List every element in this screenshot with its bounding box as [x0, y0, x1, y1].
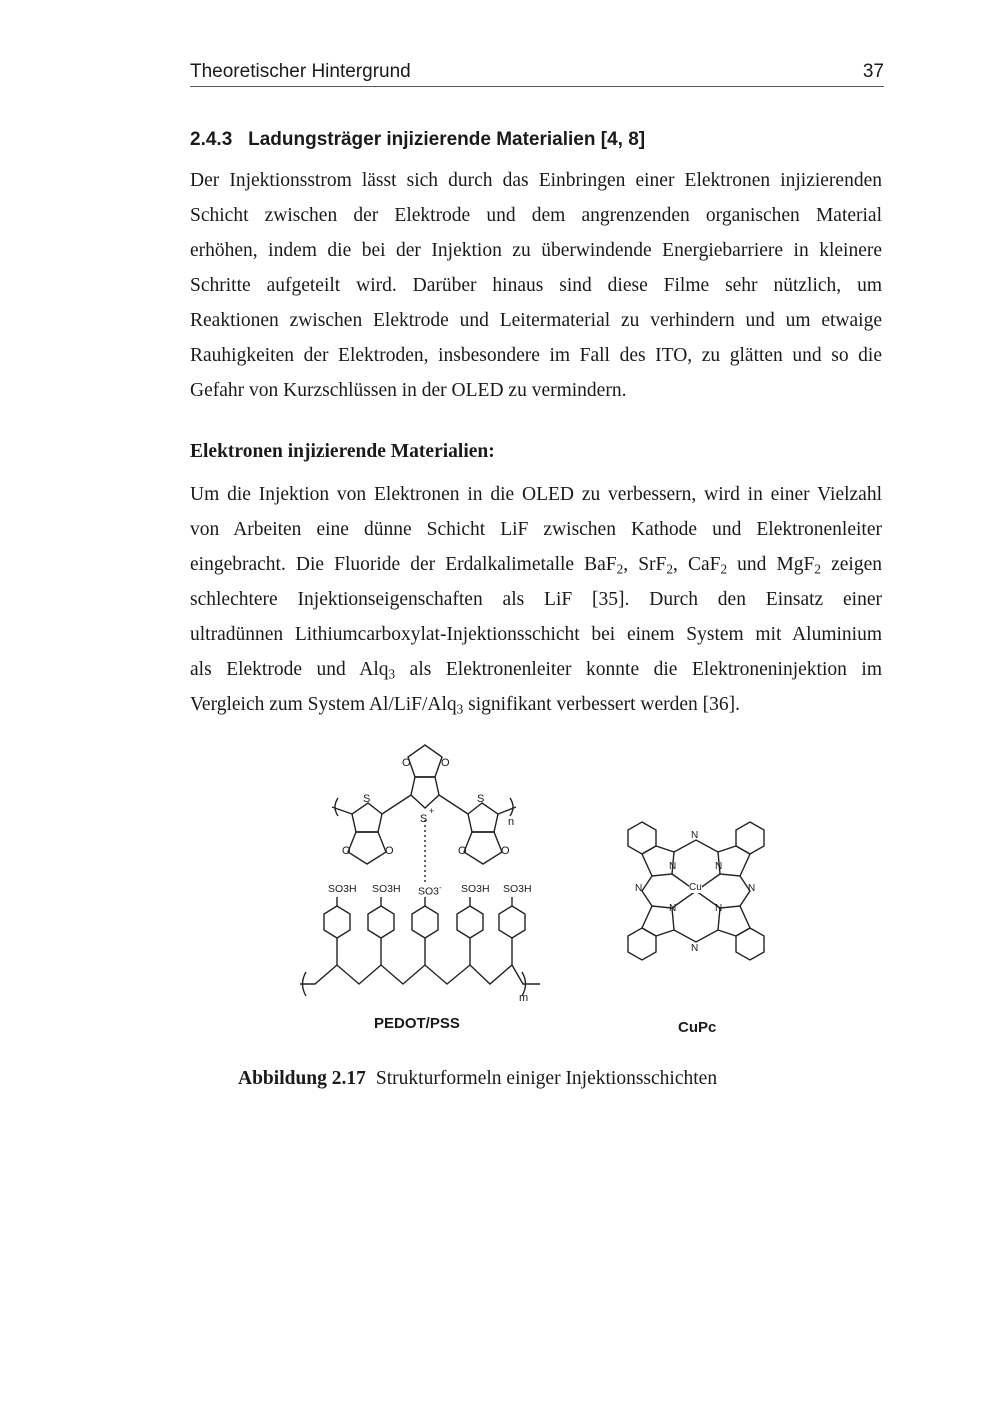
running-header — [190, 59, 884, 87]
thiophene-ring — [352, 803, 382, 832]
atom-o: O — [441, 757, 450, 769]
section-title: Ladungsträger injizierende Materialien [4, 8] — [248, 129, 646, 150]
running-header-title: Theoretischer Hintergrund — [190, 61, 411, 82]
dioxane-ring — [348, 832, 386, 864]
paragraph-line: Der Injektionsstrom lässt sich durch das Einbringen einer Elektronen injizierenden — [190, 170, 882, 191]
paragraph-line: Rauhigkeiten der Elektroden, insbesondere im Fall des ITO, zu glätten und so die — [190, 345, 882, 366]
atom-o: O — [385, 845, 394, 857]
paragraph-line: erhöhen, indem die bei der Injektion zu überwindende Energiebarriere in kleinere — [190, 240, 882, 261]
atom-n: N — [715, 861, 723, 872]
charge-plus: + — [429, 806, 435, 816]
atom-o: O — [402, 757, 411, 769]
caption-text: Strukturformeln einiger Injektionsschichten — [375, 1068, 718, 1089]
atom-o: O — [342, 845, 351, 857]
paragraph-line: Gefahr von Kurzschlüssen in der OLED zu vermindern. — [190, 380, 627, 401]
figure-structures — [290, 740, 790, 1040]
paragraph-line: Um die Injektion von Elektronen in die OLED zu verbessern, wird in einer Vielzahl — [190, 484, 882, 505]
figure-caption — [238, 1068, 717, 1090]
label-cupc: CuPc — [678, 1019, 717, 1036]
atom-o: O — [458, 845, 467, 857]
atom-n: N — [691, 830, 699, 841]
atom-n: N — [669, 903, 677, 914]
atom-n: N — [669, 861, 677, 872]
paragraph-line: Vergleich zum System Al/LiF/Alq$_3$ signifikant verbessert werden [36]. — [190, 694, 741, 717]
repeat-n: n — [508, 816, 515, 828]
atom-so3h: SO3H — [503, 883, 532, 895]
atom-s: S — [477, 793, 485, 805]
atom-n: N — [715, 903, 723, 914]
atom-n: N — [635, 883, 643, 894]
paragraph-line: eingebracht. Die Fluoride der Erdalkalimetalle BaF$_2$, SrF$_2$, CaF$_2$ und MgF$_2$ zeigen — [190, 554, 882, 577]
paragraph-line: als Elektrode und Alq$_3$ als Elektronenleiter konnte die Elektroneninjektion im — [190, 659, 882, 682]
subheading: Elektronen injizierende Materialien: — [190, 441, 495, 462]
dioxane-ring — [464, 832, 502, 864]
atom-so3h: SO3H — [372, 883, 401, 895]
paragraph-line: Schicht zwischen der Elektrode und dem angrenzenden organischen Material — [190, 205, 882, 226]
section-heading — [190, 129, 645, 151]
atom-s: S — [420, 813, 428, 825]
atom-so3h: SO3H — [461, 883, 490, 895]
repeat-m: m — [519, 992, 529, 1004]
atom-so3h: SO3H — [328, 883, 357, 895]
dioxane-ring — [408, 745, 442, 777]
paragraph-line: Reaktionen zwischen Elektrode und Leitermaterial zu verhindern und um etwaige — [190, 310, 882, 331]
paragraph-2 — [190, 477, 882, 722]
paragraph-line: schlechtere Injektionseigenschaften als LiF [35]. Durch den Einsatz einer — [190, 589, 882, 610]
pss-rings — [324, 906, 525, 938]
page-number: 37 — [862, 61, 884, 82]
paragraph-line: von Arbeiten eine dünne Schicht LiF zwischen Kathode und Elektronenleiter — [190, 519, 882, 540]
atom-s: S — [363, 793, 371, 805]
paragraph-line: ultradünnen Lithiumcarboxylat-Injektionsschicht bei einem System mit Aluminium — [190, 624, 882, 645]
thiophene-ring — [411, 777, 439, 808]
structure-drawing — [290, 740, 790, 1040]
atom-cu: Cu — [689, 882, 702, 893]
atom-so3-anion: SO3- — [418, 883, 442, 898]
paragraph-line: Schritte aufgeteilt wird. Darüber hinaus sind diese Filme sehr nützlich, um — [190, 275, 882, 296]
paragraph-1 — [190, 163, 882, 408]
caption-label: Abbildung 2.17 — [238, 1068, 366, 1089]
label-pedot-pss: PEDOT/PSS — [374, 1015, 460, 1032]
atom-n: N — [748, 883, 756, 894]
atom-n: N — [691, 943, 699, 954]
thiophene-ring — [468, 803, 498, 832]
atom-o: O — [501, 845, 510, 857]
section-number: 2.4.3 — [190, 129, 233, 150]
